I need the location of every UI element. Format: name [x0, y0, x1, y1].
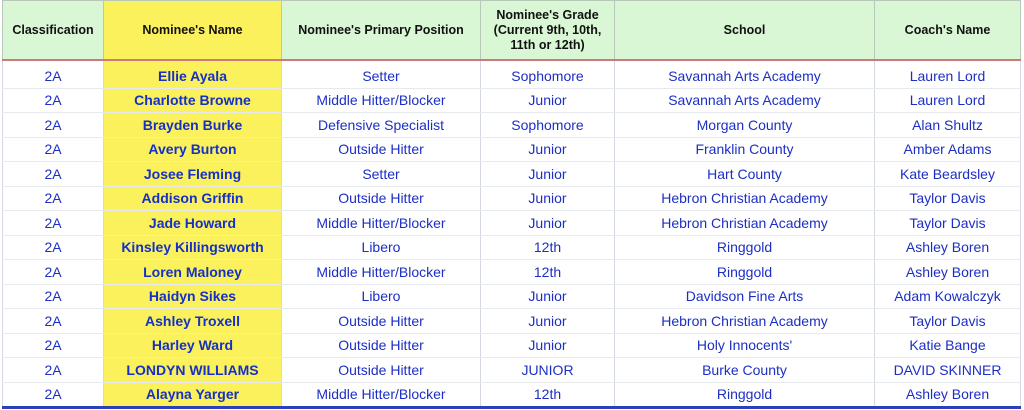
header-school[interactable]: School [615, 1, 875, 61]
cell-school[interactable]: Ringgold [615, 235, 875, 260]
cell-primary-position[interactable]: Middle Hitter/Blocker [282, 382, 481, 408]
cell-classification[interactable]: 2A [3, 113, 104, 138]
cell-school[interactable]: Hebron Christian Academy [615, 186, 875, 211]
nominee-spreadsheet [2, 0, 1020, 409]
table-row [3, 211, 1021, 236]
table-row [3, 235, 1021, 260]
table-row [3, 162, 1021, 187]
cell-grade[interactable]: Junior [481, 211, 615, 236]
cell-nominee-name[interactable]: Charlotte Browne [104, 88, 282, 113]
header-nominee-name[interactable]: Nominee's Name [104, 1, 282, 61]
cell-nominee-name[interactable]: Alayna Yarger [104, 382, 282, 408]
cell-coach-name[interactable]: DAVID SKINNER [875, 358, 1021, 383]
cell-school[interactable]: Morgan County [615, 113, 875, 138]
header-classification[interactable]: Classification [3, 1, 104, 61]
cell-coach-name[interactable]: Alan Shultz [875, 113, 1021, 138]
cell-nominee-name[interactable]: Josee Fleming [104, 162, 282, 187]
cell-grade[interactable]: 12th [481, 260, 615, 285]
cell-coach-name[interactable]: Lauren Lord [875, 88, 1021, 113]
cell-grade[interactable]: Junior [481, 284, 615, 309]
header-grade-line2: (Current 9th, 10th, [493, 22, 602, 37]
cell-primary-position[interactable]: Outside Hitter [282, 309, 481, 334]
header-grade-line1: Nominee's Grade [496, 7, 599, 22]
cell-classification[interactable]: 2A [3, 309, 104, 334]
cell-grade[interactable]: Junior [481, 162, 615, 187]
table-row [3, 309, 1021, 334]
cell-nominee-name[interactable]: Avery Burton [104, 137, 282, 162]
cell-primary-position[interactable]: Middle Hitter/Blocker [282, 260, 481, 285]
cell-nominee-name[interactable]: Haidyn Sikes [104, 284, 282, 309]
table-row [3, 284, 1021, 309]
table-row [3, 88, 1021, 113]
cell-school[interactable]: Holy Innocents' [615, 333, 875, 358]
cell-primary-position[interactable]: Outside Hitter [282, 333, 481, 358]
cell-coach-name[interactable]: Katie Bange [875, 333, 1021, 358]
cell-classification[interactable]: 2A [3, 211, 104, 236]
cell-nominee-name[interactable]: Brayden Burke [104, 113, 282, 138]
cell-school[interactable]: Hebron Christian Academy [615, 309, 875, 334]
cell-grade[interactable]: Junior [481, 88, 615, 113]
cell-nominee-name[interactable]: Ashley Troxell [104, 309, 282, 334]
cell-grade[interactable]: JUNIOR [481, 358, 615, 383]
table-row [3, 358, 1021, 383]
cell-coach-name[interactable]: Ashley Boren [875, 382, 1021, 408]
cell-primary-position[interactable]: Outside Hitter [282, 358, 481, 383]
table-row [3, 113, 1021, 138]
header-grade[interactable] [481, 1, 615, 61]
header-primary-position[interactable]: Nominee's Primary Position [282, 1, 481, 61]
header-coach-name[interactable]: Coach's Name [875, 1, 1021, 61]
cell-classification[interactable]: 2A [3, 162, 104, 187]
cell-primary-position[interactable]: Middle Hitter/Blocker [282, 211, 481, 236]
cell-primary-position[interactable]: Libero [282, 235, 481, 260]
cell-grade[interactable]: Sophomore [481, 64, 615, 88]
cell-primary-position[interactable]: Setter [282, 162, 481, 187]
cell-coach-name[interactable]: Adam Kowalczyk [875, 284, 1021, 309]
cell-grade[interactable]: 12th [481, 382, 615, 408]
cell-coach-name[interactable]: Ashley Boren [875, 235, 1021, 260]
cell-grade[interactable]: Junior [481, 137, 615, 162]
cell-classification[interactable]: 2A [3, 260, 104, 285]
header-grade-line3: 11th or 12th) [510, 37, 585, 52]
cell-coach-name[interactable]: Taylor Davis [875, 309, 1021, 334]
cell-coach-name[interactable]: Amber Adams [875, 137, 1021, 162]
cell-coach-name[interactable]: Ashley Boren [875, 260, 1021, 285]
header-row [3, 1, 1021, 61]
cell-school[interactable]: Franklin County [615, 137, 875, 162]
table-row [3, 64, 1021, 88]
cell-grade[interactable]: Sophomore [481, 113, 615, 138]
cell-primary-position[interactable]: Outside Hitter [282, 186, 481, 211]
cell-nominee-name[interactable]: Loren Maloney [104, 260, 282, 285]
cell-classification[interactable]: 2A [3, 358, 104, 383]
cell-school[interactable]: Hart County [615, 162, 875, 187]
cell-school[interactable]: Davidson Fine Arts [615, 284, 875, 309]
cell-school[interactable]: Ringgold [615, 260, 875, 285]
cell-classification[interactable]: 2A [3, 284, 104, 309]
cell-nominee-name[interactable]: Jade Howard [104, 211, 282, 236]
cell-nominee-name[interactable]: Harley Ward [104, 333, 282, 358]
cell-classification[interactable]: 2A [3, 88, 104, 113]
table-row [3, 186, 1021, 211]
cell-school[interactable]: Savannah Arts Academy [615, 64, 875, 88]
cell-primary-position[interactable]: Defensive Specialist [282, 113, 481, 138]
cell-primary-position[interactable]: Setter [282, 64, 481, 88]
cell-grade[interactable]: 12th [481, 235, 615, 260]
cell-school[interactable]: Hebron Christian Academy [615, 211, 875, 236]
cell-school[interactable]: Burke County [615, 358, 875, 383]
cell-classification[interactable]: 2A [3, 333, 104, 358]
cell-primary-position[interactable]: Middle Hitter/Blocker [282, 88, 481, 113]
cell-classification[interactable]: 2A [3, 186, 104, 211]
table-row [3, 333, 1021, 358]
nominee-table [2, 0, 1021, 409]
cell-primary-position[interactable]: Outside Hitter [282, 137, 481, 162]
cell-school[interactable]: Savannah Arts Academy [615, 88, 875, 113]
cell-grade[interactable]: Junior [481, 309, 615, 334]
cell-nominee-name[interactable]: Kinsley Killingsworth [104, 235, 282, 260]
cell-primary-position[interactable]: Libero [282, 284, 481, 309]
table-row [3, 382, 1021, 408]
cell-classification[interactable]: 2A [3, 382, 104, 408]
cell-grade[interactable]: Junior [481, 186, 615, 211]
cell-coach-name[interactable]: Kate Beardsley [875, 162, 1021, 187]
cell-classification[interactable]: 2A [3, 235, 104, 260]
cell-nominee-name[interactable]: Addison Griffin [104, 186, 282, 211]
cell-classification[interactable]: 2A [3, 64, 104, 88]
table-row [3, 260, 1021, 285]
cell-nominee-name[interactable]: Ellie Ayala [104, 64, 282, 88]
cell-coach-name[interactable]: Taylor Davis [875, 186, 1021, 211]
cell-classification[interactable]: 2A [3, 137, 104, 162]
cell-coach-name[interactable]: Taylor Davis [875, 211, 1021, 236]
cell-nominee-name[interactable]: LONDYN WILLIAMS [104, 358, 282, 383]
cell-coach-name[interactable]: Lauren Lord [875, 64, 1021, 88]
cell-grade[interactable]: Junior [481, 333, 615, 358]
cell-school[interactable]: Ringgold [615, 382, 875, 408]
table-row [3, 137, 1021, 162]
